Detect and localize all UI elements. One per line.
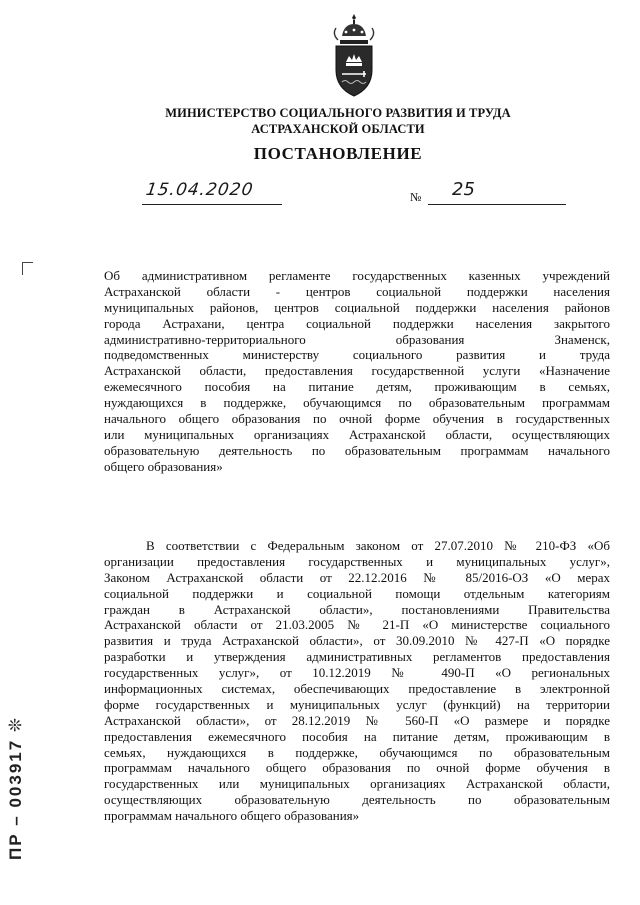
body-line: информационных системах, обеспечивающих предоставление в электронной (104, 681, 610, 697)
subject-line: ежемесячного пособия на питание детям, проживающим в семьях, (104, 379, 610, 395)
handwritten-date: 15.04.2020 (144, 180, 255, 200)
body-line: программам начального общего образования по очной форме обучения в (104, 760, 610, 776)
subject-line: подведомственных министерству социального развития и труда (104, 347, 610, 363)
subject-line: или муниципальных организациях Астраханской области, осуществляющих (104, 426, 610, 442)
body-line: государственных услуг», от 10.12.2019 № 490-П «О региональных (104, 665, 610, 681)
subject-line: начального общего образования по очной форме обучения в государственных (104, 411, 610, 427)
body-line: семьях, нуждающихся в поддержке, обучающимся по образовательным (104, 744, 610, 760)
number-field (428, 180, 566, 205)
subject-line: административно-территориального образования Знаменск, (104, 331, 610, 347)
body-line: В соответствии с Федеральным законом от 27.07.2010 № 210-ФЗ «Об (146, 538, 610, 553)
subject-line: Астраханской области, предоставления государственной услуги «Назначение (104, 363, 610, 379)
subject-line: Астраханской области - центров социальной поддержки населения (104, 283, 610, 299)
body-line: форме государственных и муниципальных услуг (функций) на территории (104, 696, 610, 712)
body-line: программам начального общего образования» (104, 808, 360, 824)
body-line: Законом Астраханской области от 22.12.2016 № 85/2016-ОЗ «О мерах (104, 569, 610, 585)
margin-corner-mark (22, 262, 33, 275)
document-type-title: ПОСТАНОВЛЕНИЕ (253, 144, 423, 163)
body-line: государственных или муниципальных организациях Астраханской области, (104, 776, 610, 792)
subject-line: Об административном регламенте государственных казенных учреждений (104, 268, 610, 283)
ministry-name-line1: МИНИСТЕРСТВО СОЦИАЛЬНОГО РАЗВИТИЯ И ТРУДА (165, 106, 511, 120)
subject-line: образовательную деятельность по образовательным программам начального (104, 442, 610, 458)
body-line: предоставления ежемесячного пособия на питание детям, проживающим в (104, 728, 610, 744)
body-line: Астраханской области от 21.03.2005 № 21-П «О министерстве социального (104, 617, 610, 633)
document-body (104, 538, 610, 824)
vertical-registration-code: ПР – 003917 ❊ (6, 715, 25, 860)
body-line: развития и труда Астраханской области», от 30.09.2010 № 427-П «О порядке (104, 633, 610, 649)
number-label: № (410, 190, 422, 204)
ministry-name-line2: АСТРАХАНСКОЙ ОБЛАСТИ (251, 122, 425, 136)
coat-of-arms-emblem (326, 12, 382, 98)
body-line: осуществляющих образовательную деятельность по образовательным (104, 792, 610, 808)
document-subject (104, 268, 610, 475)
subject-line: муниципальных районов, центров социальной поддержки населения районов (104, 299, 610, 315)
body-line: организации предоставления государственных и муниципальных услуг», (104, 553, 610, 569)
body-line: разработки и утверждения административных регламентов предоставления (104, 649, 610, 665)
subject-line: нуждающихся в поддержке, обучающимся по образовательным программам (104, 395, 610, 411)
body-line: социальной поддержки и социальной помощи отдельным категориям (104, 585, 610, 601)
subject-line: города Астрахани, центра социальной поддержки населения закрытого (104, 315, 610, 331)
body-line: Астраханской области», от 28.12.2019 № 560-П «О размере и порядке (104, 712, 610, 728)
date-field (142, 180, 282, 205)
body-line: граждан в Астраханской области», постановлениями Правительства (104, 601, 610, 617)
subject-line: общего образования» (104, 458, 223, 474)
handwritten-number: 25 (452, 179, 475, 200)
